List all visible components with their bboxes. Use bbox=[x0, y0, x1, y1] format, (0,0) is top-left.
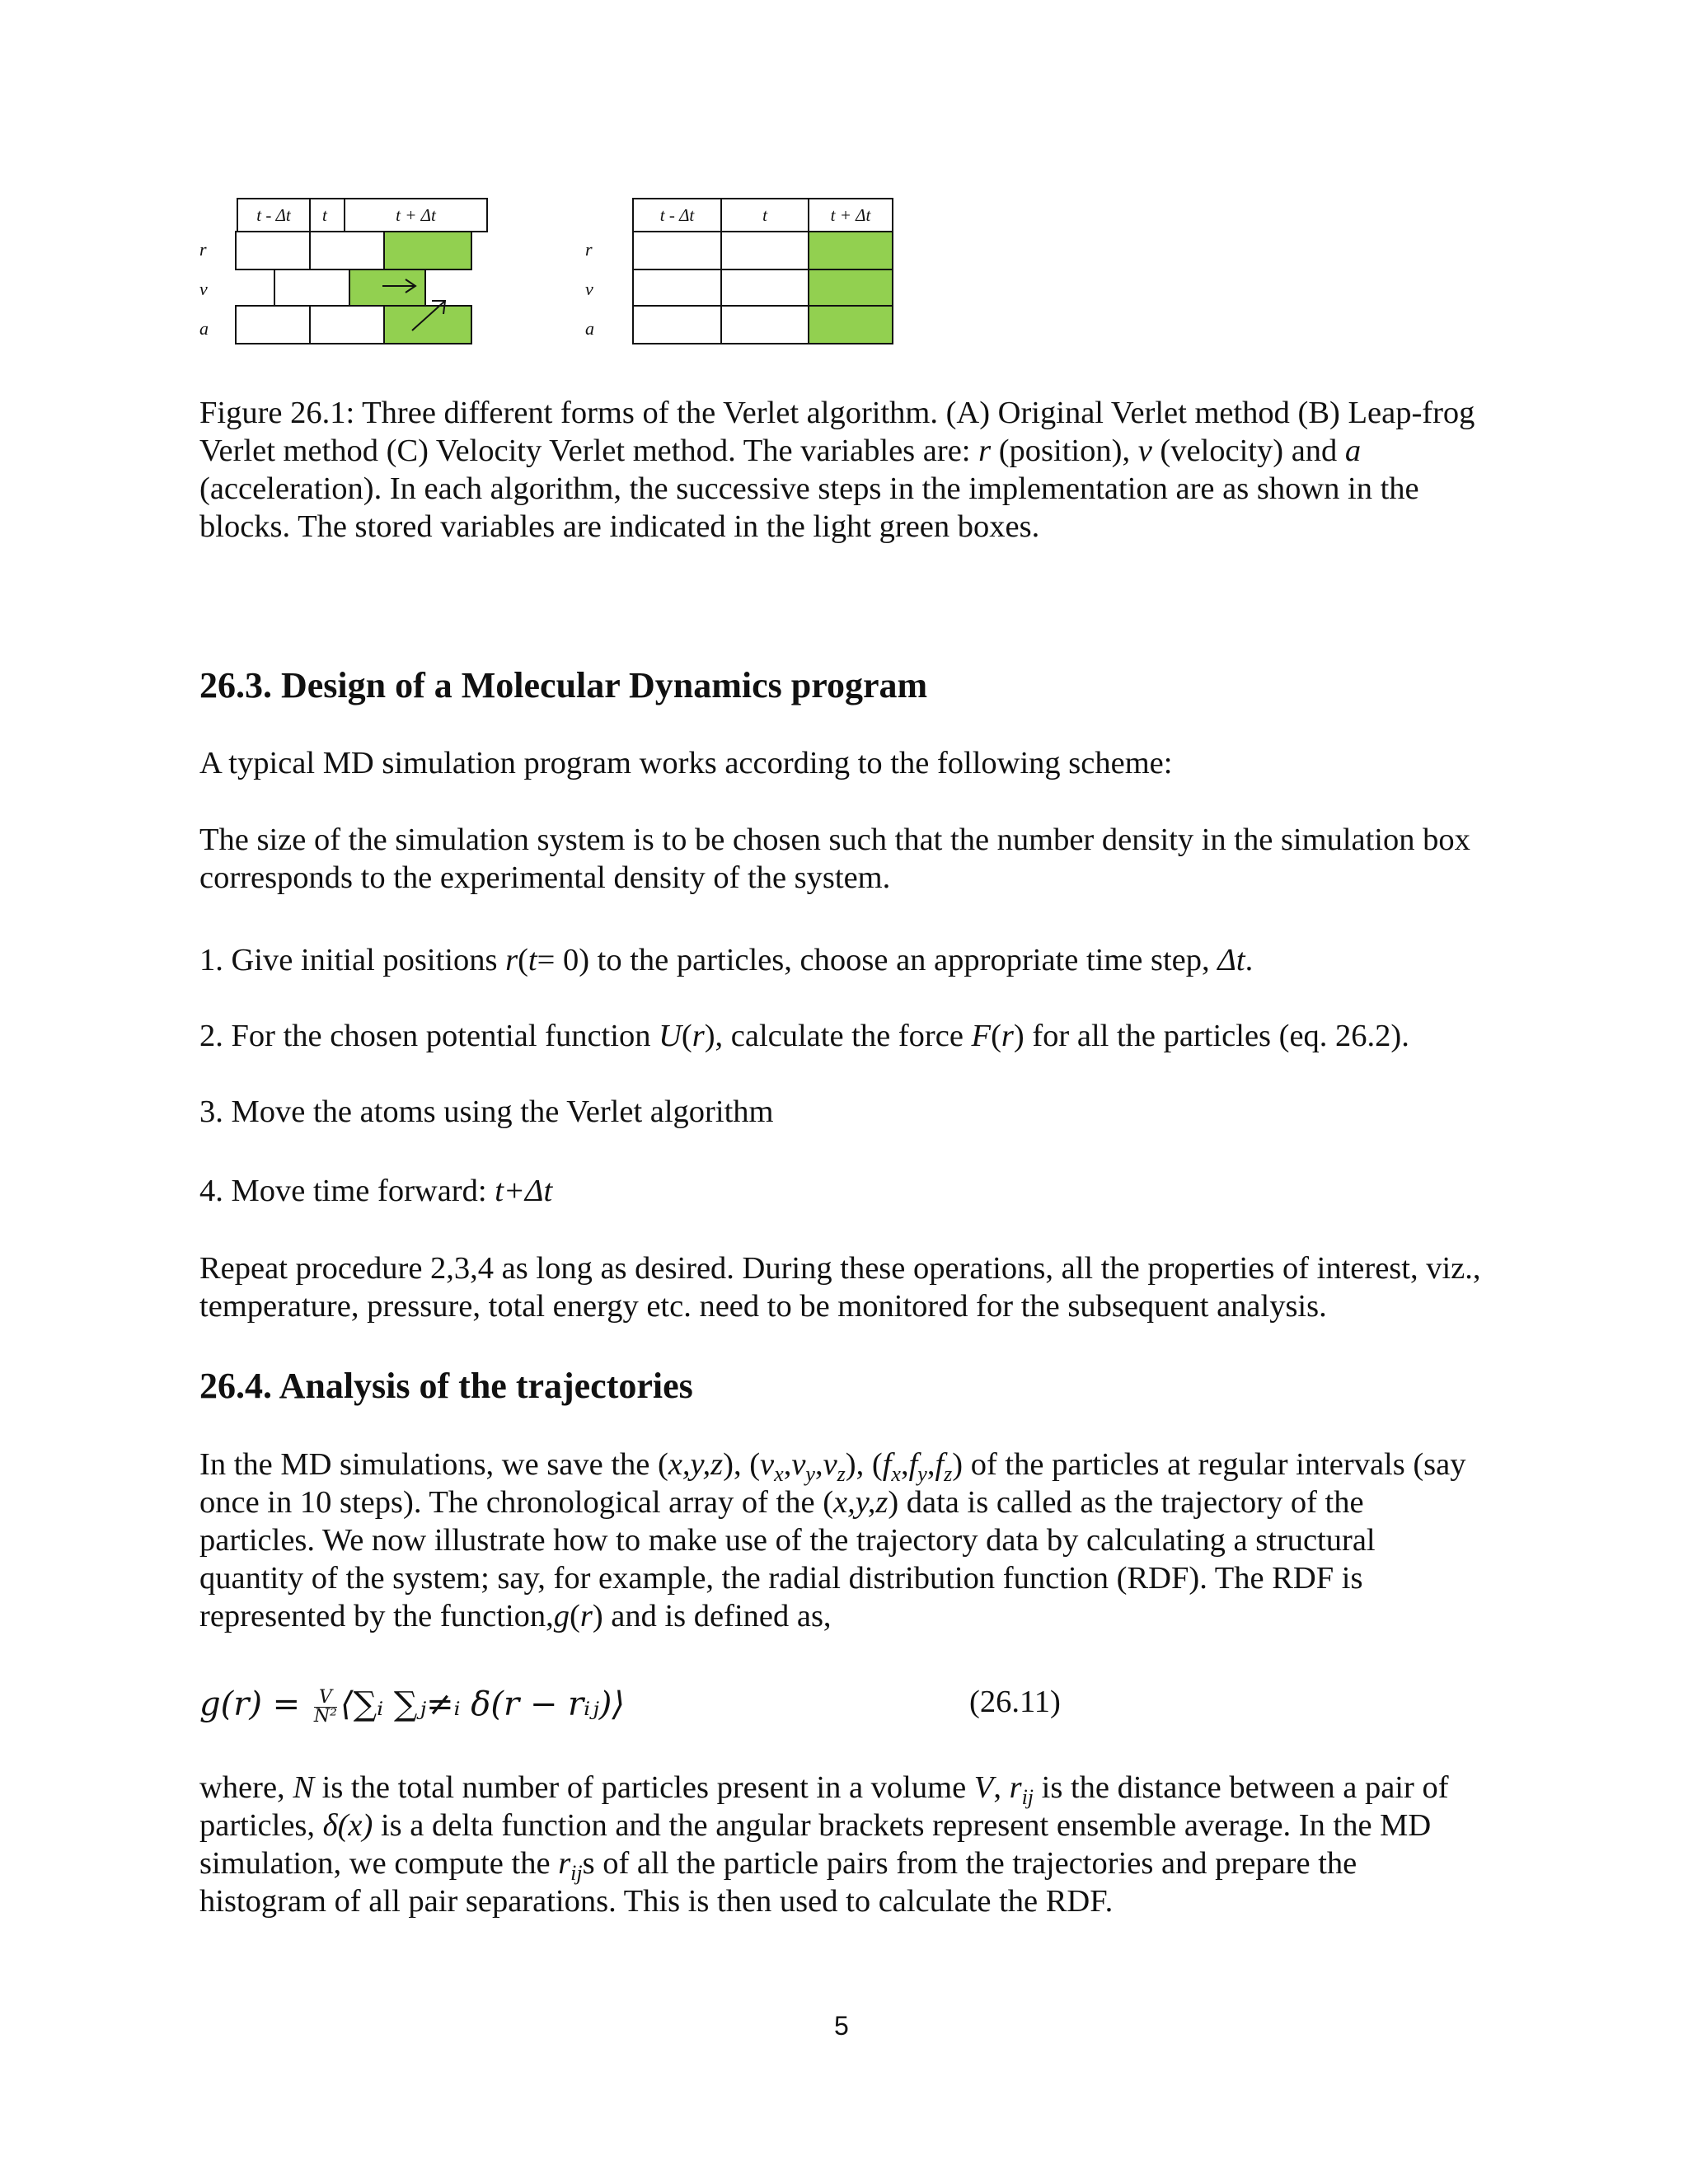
para-text: is the total number of particles present in a volume bbox=[314, 1770, 974, 1805]
cell bbox=[632, 269, 722, 307]
cell bbox=[274, 269, 350, 307]
step-2 bbox=[199, 1017, 1409, 1055]
para-text: , bbox=[900, 1447, 909, 1482]
var-dt: Δt bbox=[1217, 943, 1245, 977]
cell bbox=[720, 231, 809, 270]
var-v: v bbox=[823, 1447, 837, 1482]
para-text: , bbox=[926, 1447, 935, 1482]
para-text: ), ( bbox=[723, 1447, 761, 1482]
var-r: r bbox=[579, 1599, 593, 1633]
subscript: z bbox=[944, 1462, 953, 1486]
step-text: = 0) to the particles, choose an appropriate time step, bbox=[537, 943, 1218, 977]
equation-lhs: g(r) = bbox=[199, 1685, 311, 1723]
var-r: r bbox=[558, 1846, 571, 1881]
step-text: ( bbox=[991, 1019, 1001, 1053]
caption-text: (position), bbox=[991, 434, 1138, 468]
row-label-a: a bbox=[199, 318, 209, 339]
var-r: r bbox=[692, 1019, 705, 1053]
step-text: ) for all the particles (eq. 26.2). bbox=[1013, 1019, 1409, 1053]
header-t-minus-dt: t - Δt bbox=[237, 198, 311, 232]
para-text: , bbox=[783, 1447, 792, 1482]
equation-number: (26.11) bbox=[969, 1685, 1061, 1719]
para-text: is a delta function and the angular brackets represent ensemble average. In the MD simulation, we compute the bbox=[199, 1808, 1432, 1881]
subscript: y bbox=[917, 1462, 927, 1486]
para-text: , bbox=[993, 1770, 1010, 1805]
var-g: g bbox=[553, 1599, 570, 1633]
cell bbox=[309, 231, 385, 270]
step-text: ( bbox=[518, 943, 528, 977]
step-text: ), calculate the force bbox=[704, 1019, 972, 1053]
fraction-numerator: V bbox=[314, 1689, 337, 1708]
step-text: 1. Give initial positions bbox=[199, 943, 506, 977]
subscript: ij bbox=[1021, 1785, 1034, 1809]
definition-paragraph bbox=[199, 1769, 1485, 1920]
para-text: is the distance between a pair of particles, bbox=[199, 1770, 1449, 1843]
figure-26-1 bbox=[198, 198, 1517, 363]
step-text: . bbox=[1245, 943, 1254, 977]
step-3: 3. Move the atoms using the Verlet algorithm bbox=[199, 1094, 774, 1129]
subscript: y bbox=[805, 1462, 815, 1486]
var-delta: δ(x) bbox=[322, 1808, 373, 1843]
var-v: v bbox=[791, 1447, 806, 1482]
caption-text: Three different forms of the Verlet algorithm. (A) Original Verlet method (B) Leap-frog Verlet method (C) Velocity Verlet method. The variables are: bbox=[199, 396, 1475, 468]
var-f: f bbox=[935, 1447, 945, 1482]
para-text: s of all the particle pairs from the trajectories and prepare the histogram of all pair separations. This is then used to calculate the RDF. bbox=[199, 1846, 1357, 1919]
var-t: t bbox=[528, 943, 537, 977]
var-f: f bbox=[908, 1447, 918, 1482]
caption-text: (acceleration). In each algorithm, the successive steps in the implementation are as shown in the blocks. The stored variables are indicated in the light green boxes. bbox=[199, 471, 1419, 544]
var-a: a bbox=[1344, 434, 1362, 468]
subscript: x bbox=[774, 1462, 784, 1486]
para-text: ) of the particles at regular intervals (say once in 10 steps). The chronological array of the ( bbox=[199, 1447, 1466, 1520]
var-xyz: x,y,z bbox=[668, 1447, 724, 1482]
header-t: t bbox=[309, 198, 345, 232]
subscript: ij bbox=[570, 1861, 583, 1885]
step-text: 2. For the chosen potential function bbox=[199, 1019, 659, 1053]
var-r: r bbox=[978, 434, 992, 468]
fraction-denominator: N² bbox=[313, 1705, 337, 1727]
header-t: t bbox=[720, 198, 809, 232]
row-label-v: v bbox=[199, 279, 208, 299]
para-text: ) and is defined as, bbox=[592, 1599, 832, 1633]
step-1 bbox=[199, 941, 1253, 979]
subscript: z bbox=[837, 1462, 846, 1486]
section-heading-26-4: 26.4. Analysis of the trajectories bbox=[199, 1366, 693, 1406]
step-text: ( bbox=[681, 1019, 692, 1053]
var-f: f bbox=[882, 1447, 892, 1482]
para-text: where, bbox=[199, 1770, 293, 1805]
row-label-a: a bbox=[585, 318, 594, 339]
equation-rhs: ⟨∑ᵢ ∑ⱼ≠ᵢ δ(r − rᵢⱼ)⟩ bbox=[340, 1685, 625, 1723]
size-paragraph: The size of the simulation system is to be chosen such that the number density in the simulation box corresponds to the experimental density of the system. bbox=[199, 823, 1470, 895]
step-4 bbox=[199, 1172, 552, 1210]
trajectory-paragraph bbox=[199, 1446, 1485, 1635]
var-t-plus-dt: t+Δt bbox=[495, 1174, 553, 1208]
cell bbox=[235, 305, 311, 344]
cell bbox=[720, 269, 809, 307]
arrow-icon bbox=[379, 276, 478, 350]
var-n: N bbox=[293, 1770, 314, 1805]
row-label-r: r bbox=[585, 239, 593, 260]
header-t-plus-dt: t + Δt bbox=[344, 198, 488, 232]
cell bbox=[309, 305, 385, 344]
stored-cell bbox=[808, 269, 893, 307]
var-r: r bbox=[1009, 1770, 1022, 1805]
cell bbox=[720, 305, 809, 344]
cell bbox=[235, 231, 311, 270]
repeat-paragraph: Repeat procedure 2,3,4 as long as desired. During these operations, all the properties of interest, viz., temperature, pressure, total energy etc. need to be monitored for the subsequent analysis. bbox=[199, 1251, 1481, 1324]
subscript: x bbox=[891, 1462, 901, 1486]
var-u: U bbox=[659, 1019, 682, 1053]
page-number: 5 bbox=[834, 2011, 849, 2041]
para-text: , bbox=[814, 1447, 823, 1482]
header-t-minus-dt: t - Δt bbox=[632, 198, 722, 232]
step-text: 4. Move time forward: bbox=[199, 1174, 495, 1208]
para-text: ( bbox=[570, 1599, 580, 1633]
equation-fraction bbox=[313, 1686, 337, 1727]
stored-cell bbox=[808, 305, 893, 344]
var-xyz: x,y,z bbox=[833, 1485, 889, 1520]
para-text: ), ( bbox=[845, 1447, 883, 1482]
header-t-plus-dt: t + Δt bbox=[808, 198, 893, 232]
caption-text: (velocity) and bbox=[1151, 434, 1345, 468]
para-text: ) data is called as the trajectory of the particles. We now illustrate how to make use of the trajectory data by calculating a structural quantity of the system; say, for example, the radial distribution function (RDF). The RDF is represented by the function, bbox=[199, 1485, 1376, 1633]
section-heading-26-3: 26.3. Design of a Molecular Dynamics program bbox=[199, 665, 928, 705]
caption-label: Figure 26.1: bbox=[199, 396, 355, 430]
var-v: v bbox=[760, 1447, 775, 1482]
intro-paragraph: A typical MD simulation program works according to the following scheme: bbox=[199, 746, 1173, 780]
var-r: r bbox=[505, 943, 518, 977]
rdf-equation bbox=[199, 1680, 625, 1729]
para-text: In the MD simulations, we save the ( bbox=[199, 1447, 668, 1482]
var-v: V bbox=[973, 1770, 994, 1805]
var-r: r bbox=[1001, 1019, 1014, 1053]
figure-caption bbox=[199, 394, 1485, 546]
var-v: v bbox=[1137, 434, 1152, 468]
row-label-v: v bbox=[585, 279, 593, 299]
var-f: F bbox=[971, 1019, 992, 1053]
row-label-r: r bbox=[199, 239, 207, 260]
cell bbox=[632, 305, 722, 344]
cell bbox=[632, 231, 722, 270]
stored-cell bbox=[808, 231, 893, 270]
stored-cell bbox=[383, 231, 472, 270]
